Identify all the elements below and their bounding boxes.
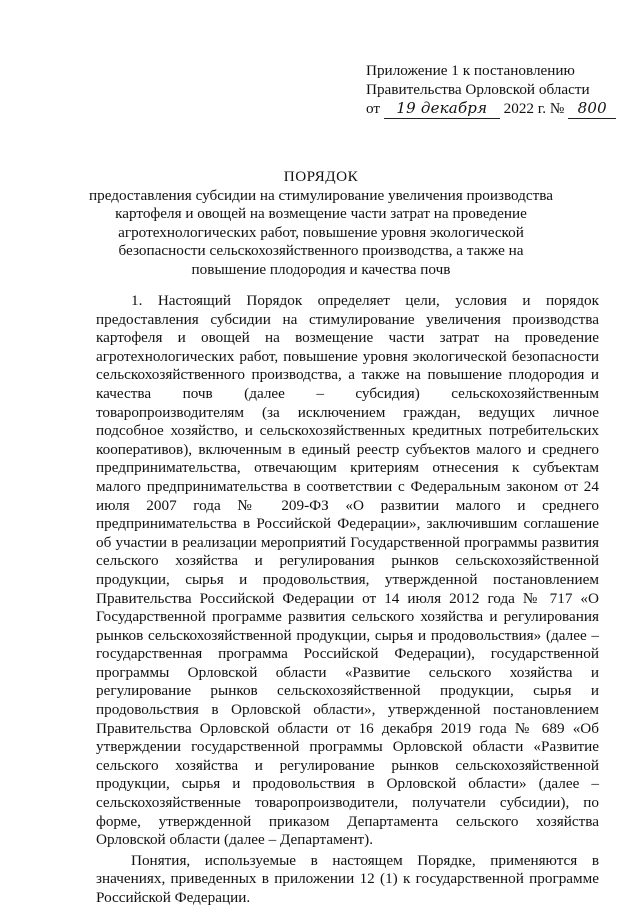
appendix-header (366, 62, 606, 119)
title-subtitle: предоставления субсидии на стимулирование увеличения производства картофеля и овощей на возмещение части затрат на проведение агротехнологических работ, повышение уровня экологической безопасности сельскохозяйственного производства, а также на повышение плодородия и качества почв (88, 186, 554, 278)
appendix-date-line (366, 99, 606, 119)
appendix-line-2: Правительства Орловской области (366, 80, 590, 98)
handwritten-number: 800 (568, 99, 616, 119)
document-title (86, 168, 556, 280)
appendix-year-label: 2022 г. № (503, 100, 565, 117)
document-body (96, 292, 599, 908)
body-paragraph-2: Понятия, используемые в настоящем Порядке, применяются в значениях, приведенных в приложении 12 (1) к государственной программе Российской Федерации. (96, 851, 599, 906)
title-heading: ПОРЯДОК (283, 168, 359, 185)
handwritten-date: 19 декабря (384, 99, 500, 119)
appendix-line-1: Приложение 1 к постановлению (366, 62, 575, 79)
appendix-from-label: от (366, 100, 381, 117)
body-paragraph-1: 1. Настоящий Порядок определяет цели, условия и порядок предоставления субсидии на стимулирование увеличения производства картофеля и овощей на возмещение части затрат на проведение агротехнологических работ, повышение уровня экологической безопасности сельскохозяйственного производства, а также на повышение плодородия и качества почв (далее – субсидия) сельскохозяйственным товаропроизводителям (за исключением граждан, ведущих личное подсобное хозяйство, и сельскохозяйственных кредитных потребительских кооперативов), включенным в единый реестр субъектов малого и среднего предпринимательства, отвечающим критериям отнесения к субъектам малого предпринимательства в соответствии с Федеральным законом от 24 июля 2007 года № 209-ФЗ «О развитии малого и среднего предпринимательства в Российской Федерации», заключившим соглашение об участии в реализации мероприятий Государственной программы развития сельского хозяйства и регулирования рынков сельскохозяйственной продукции, сырья и продовольствия, утвержденной постановлением Правительства Российской Федерации от 14 июля 2012 года № 717 «О Государственной программе развития сельского хозяйства и регулирования рынков сельскохозяйственной продукции, сырья и продовольствия» (далее – государственная программа Российской Федерации), государственной программы Орловской области «Развитие сельского хозяйства и регулирование рынков сельскохозяйственной продукции, сырья и продовольствия в Орловской области», утвержденной постановлением Правительства Орловской области от 16 декабря 2019 года № 689 «Об утверждении государственной программы Орловской области «Развитие сельского хозяйства и регулирование рынков сельскохозяйственной продукции, сырья и продовольствия в Орловской области» (далее – сельскохозяйственные товаропроизводители, получатели субсидии), по форме, утвержденной приказом Департамента сельского хозяйства Орловской области (далее – Департамент). (96, 292, 599, 849)
